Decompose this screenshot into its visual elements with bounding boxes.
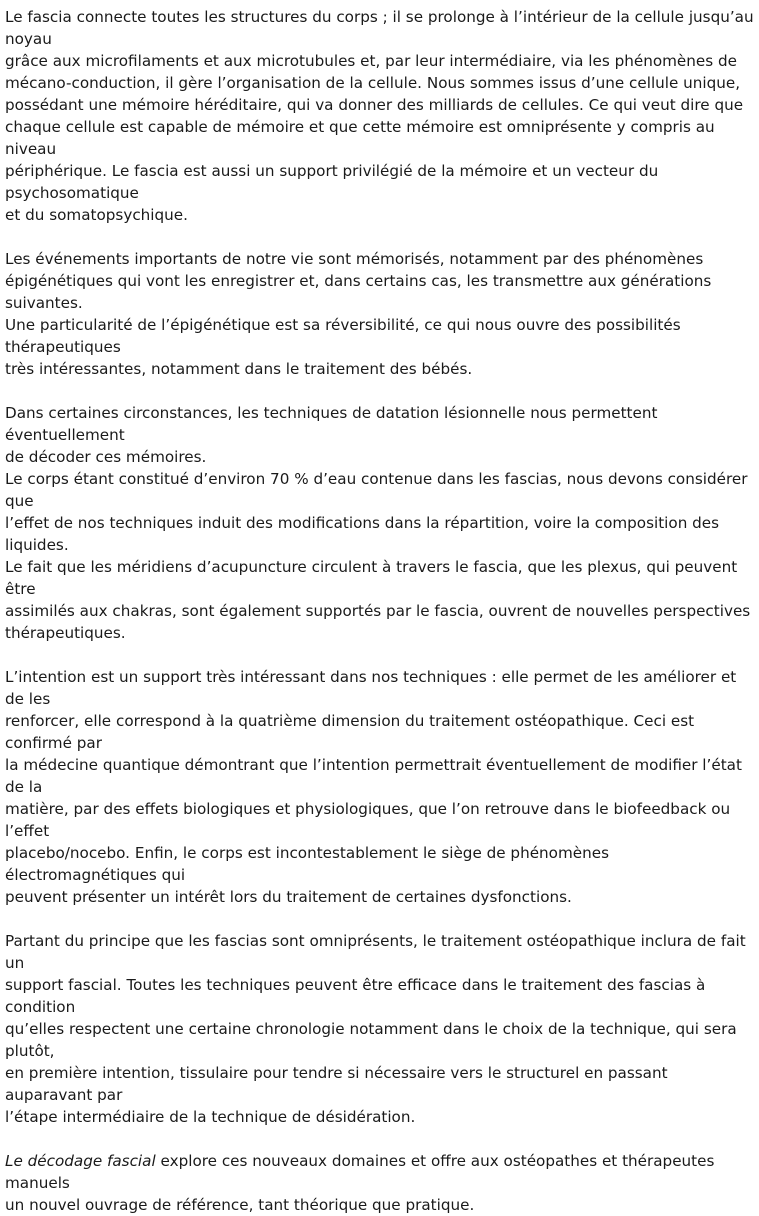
paragraph-closing <box>5 1150 755 1216</box>
text-line: matière, par des effets biologiques et physiologiques, que l’on retrouve dans le biofeedback ou l’effet <box>5 800 731 840</box>
text-line: possédant une mémoire héréditaire, qui va donner des milliards de cellules. Ce qui veut dire que <box>5 96 744 114</box>
text-line: thérapeutiques. <box>5 624 126 642</box>
text-line: Partant du principe que les fascias sont omniprésents, le traitement ostéopathique inclura de fait un <box>5 932 746 972</box>
paragraph-datation-lesionnelle <box>5 402 755 644</box>
text-line: Le corps étant constitué d’environ 70 % d’eau contenue dans les fascias, nous devons considérer que <box>5 470 748 510</box>
text-line: très intéressantes, notamment dans le traitement des bébés. <box>5 360 473 378</box>
text-line: Les événements importants de notre vie sont mémorisés, notamment par des phénomènes <box>5 250 704 268</box>
text-line: grâce aux microfilaments et aux microtubules et, par leur intermédiaire, via les phénomènes de <box>5 52 737 70</box>
text-line: l’étape intermédiaire de la technique de désidération. <box>5 1108 416 1126</box>
text-line: périphérique. Le fascia est aussi un support privilégié de la mémoire et un vecteur du psychosomatique <box>5 162 659 202</box>
text-line: chaque cellule est capable de mémoire et que cette mémoire est omniprésente y compris au niveau <box>5 118 715 158</box>
paragraph-fascia-cellule <box>5 6 755 226</box>
text-line: mécano-conduction, il gère l’organisation de la cellule. Nous sommes issus d’une cellule unique, <box>5 74 741 92</box>
book-title: Le décodage fascial <box>5 1152 156 1170</box>
text-line: épigénétiques qui vont les enregistrer et, dans certains cas, les transmettre aux générations suivantes. <box>5 272 712 312</box>
text-line: un nouvel ouvrage de référence, tant théorique que pratique. <box>5 1196 475 1214</box>
paragraph-epigenetique <box>5 248 755 380</box>
text-line: et du somatopsychique. <box>5 206 188 224</box>
text-line: Dans certaines circonstances, les techniques de datation lésionnelle nous permettent éventuellement <box>5 404 658 444</box>
text-line: L’intention est un support très intéressant dans nos techniques : elle permet de les améliorer et de les <box>5 668 737 708</box>
paragraph-intention <box>5 666 755 908</box>
text-line: placebo/nocebo. Enfin, le corps est incontestablement le siège de phénomènes électromagnétiques qui <box>5 844 609 884</box>
text-line: assimilés aux chakras, sont également supportés par le fascia, ouvrent de nouvelles perspectives <box>5 602 751 620</box>
closing-line1-text: explore ces nouveaux domaines et offre aux ostéopathes et thérapeutes manuels <box>5 1152 715 1192</box>
text-line: de décoder ces mémoires. <box>5 448 207 466</box>
text-line: support fascial. Toutes les techniques peuvent être efficace dans le traitement des fascias à condition <box>5 976 706 1016</box>
text-line: Le fait que les méridiens d’acupuncture circulent à travers le fascia, que les plexus, qui peuvent être <box>5 558 738 598</box>
text-line: renforcer, elle correspond à la quatrième dimension du traitement ostéopathique. Ceci est confirmé par <box>5 712 695 752</box>
text-line: en première intention, tissulaire pour tendre si nécessaire vers le structurel en passant auparavant par <box>5 1064 668 1104</box>
text-line: peuvent présenter un intérêt lors du traitement de certaines dysfonctions. <box>5 888 572 906</box>
text-line: Le fascia connecte toutes les structures du corps ; il se prolonge à l’intérieur de la cellule jusqu’au noyau <box>5 8 754 48</box>
paragraph-traitement-fascial <box>5 930 755 1128</box>
text-line: Une particularité de l’épigénétique est sa réversibilité, ce qui nous ouvre des possibilités thérapeutiques <box>5 316 681 356</box>
text-line: la médecine quantique démontrant que l’intention permettrait éventuellement de modifier l’état de la <box>5 756 742 796</box>
text-line: qu’elles respectent une certaine chronologie notamment dans le choix de la technique, qui sera plutôt, <box>5 1020 737 1060</box>
text-line <box>5 1150 755 1194</box>
text-line: l’effet de nos techniques induit des modifications dans la répartition, voire la composition des liquides. <box>5 514 720 554</box>
